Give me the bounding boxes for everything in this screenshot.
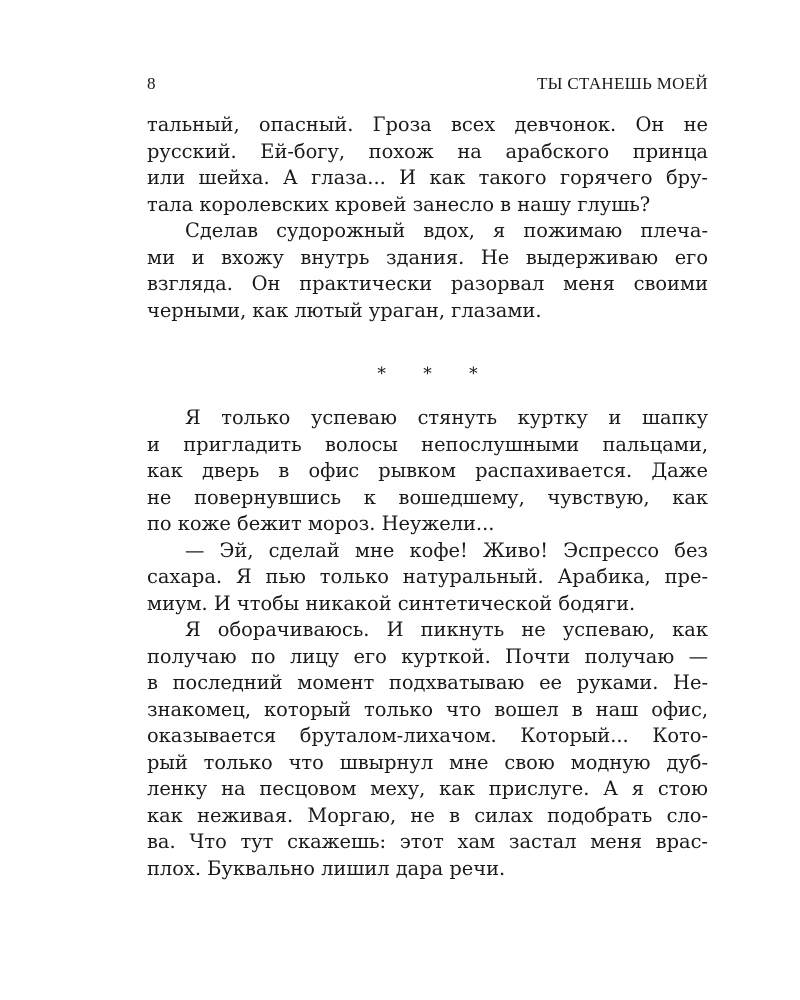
text-line: сахара. Я пью только натуральный. Арабика, пре- (147, 565, 708, 588)
text-line: как дверь в офис рывком распахивается. Даже (147, 459, 708, 482)
text-line: рый только что швырнул мне свою модную дуб- (147, 750, 708, 774)
text-line: знакомец, который только что вошел в наш офис, (147, 697, 708, 721)
text-line: не повернувшись к вошедшему, чувствую, как (147, 485, 708, 509)
text-line: черными, как лютый ураган, глазами. (147, 298, 542, 322)
text-line: ва. Что тут скажешь: этот хам застал меня врас- (147, 830, 708, 853)
text-line: и пригладить волосы непослушными пальцами, (147, 432, 708, 456)
text-line: взгляда. Он практически разорвал меня своими (147, 272, 708, 295)
text-line: плох. Буквально лишил дара речи. (147, 856, 506, 880)
text-line: как неживая. Моргаю, не в силах подобрать сло- (147, 803, 708, 827)
text-line: получаю по лицу его курткой. Почти получаю — (147, 644, 708, 668)
page-number: 8 (147, 74, 156, 93)
text-line: — Эй, сделай мне кофе! Живо! Эспрессо без (185, 538, 708, 562)
text-line: миум. И чтобы никакой синтетической бодяги. (147, 591, 636, 615)
text-block-2 (147, 405, 708, 882)
running-title: ТЫ СТАНЕШЬ МОЕЙ (537, 74, 708, 93)
text-line: или шейха. А глаза... И как такого горячего бру- (147, 166, 708, 189)
text-line: ленку на песцовом меху, как прислуге. А я стою (147, 777, 708, 800)
text-line: Сделав судорожный вдох, я пожимаю плеча- (185, 219, 708, 242)
text-line: тальный, опасный. Гроза всех девчонок. Он не (147, 113, 708, 136)
text-block-1 (147, 112, 708, 324)
running-head (147, 74, 708, 102)
scene-separator: * * * (377, 364, 494, 384)
text-line: в последний момент подхватываю ее руками. Не- (147, 671, 708, 694)
text-line: Я оборачиваюсь. И пикнуть не успеваю, как (185, 618, 708, 641)
text-line: оказывается бруталом-лихачом. Который... Кото- (147, 724, 708, 747)
text-line: тала королевских кровей занесло в нашу глушь? (147, 192, 651, 216)
text-line: ми и вхожу внутрь здания. Не выдерживаю его (147, 245, 708, 269)
text-line: по коже бежит мороз. Неужели... (147, 512, 495, 535)
text-line: Я только успеваю стянуть куртку и шапку (185, 406, 708, 429)
text-line: русский. Ей-богу, похож на арабского принца (147, 139, 708, 163)
